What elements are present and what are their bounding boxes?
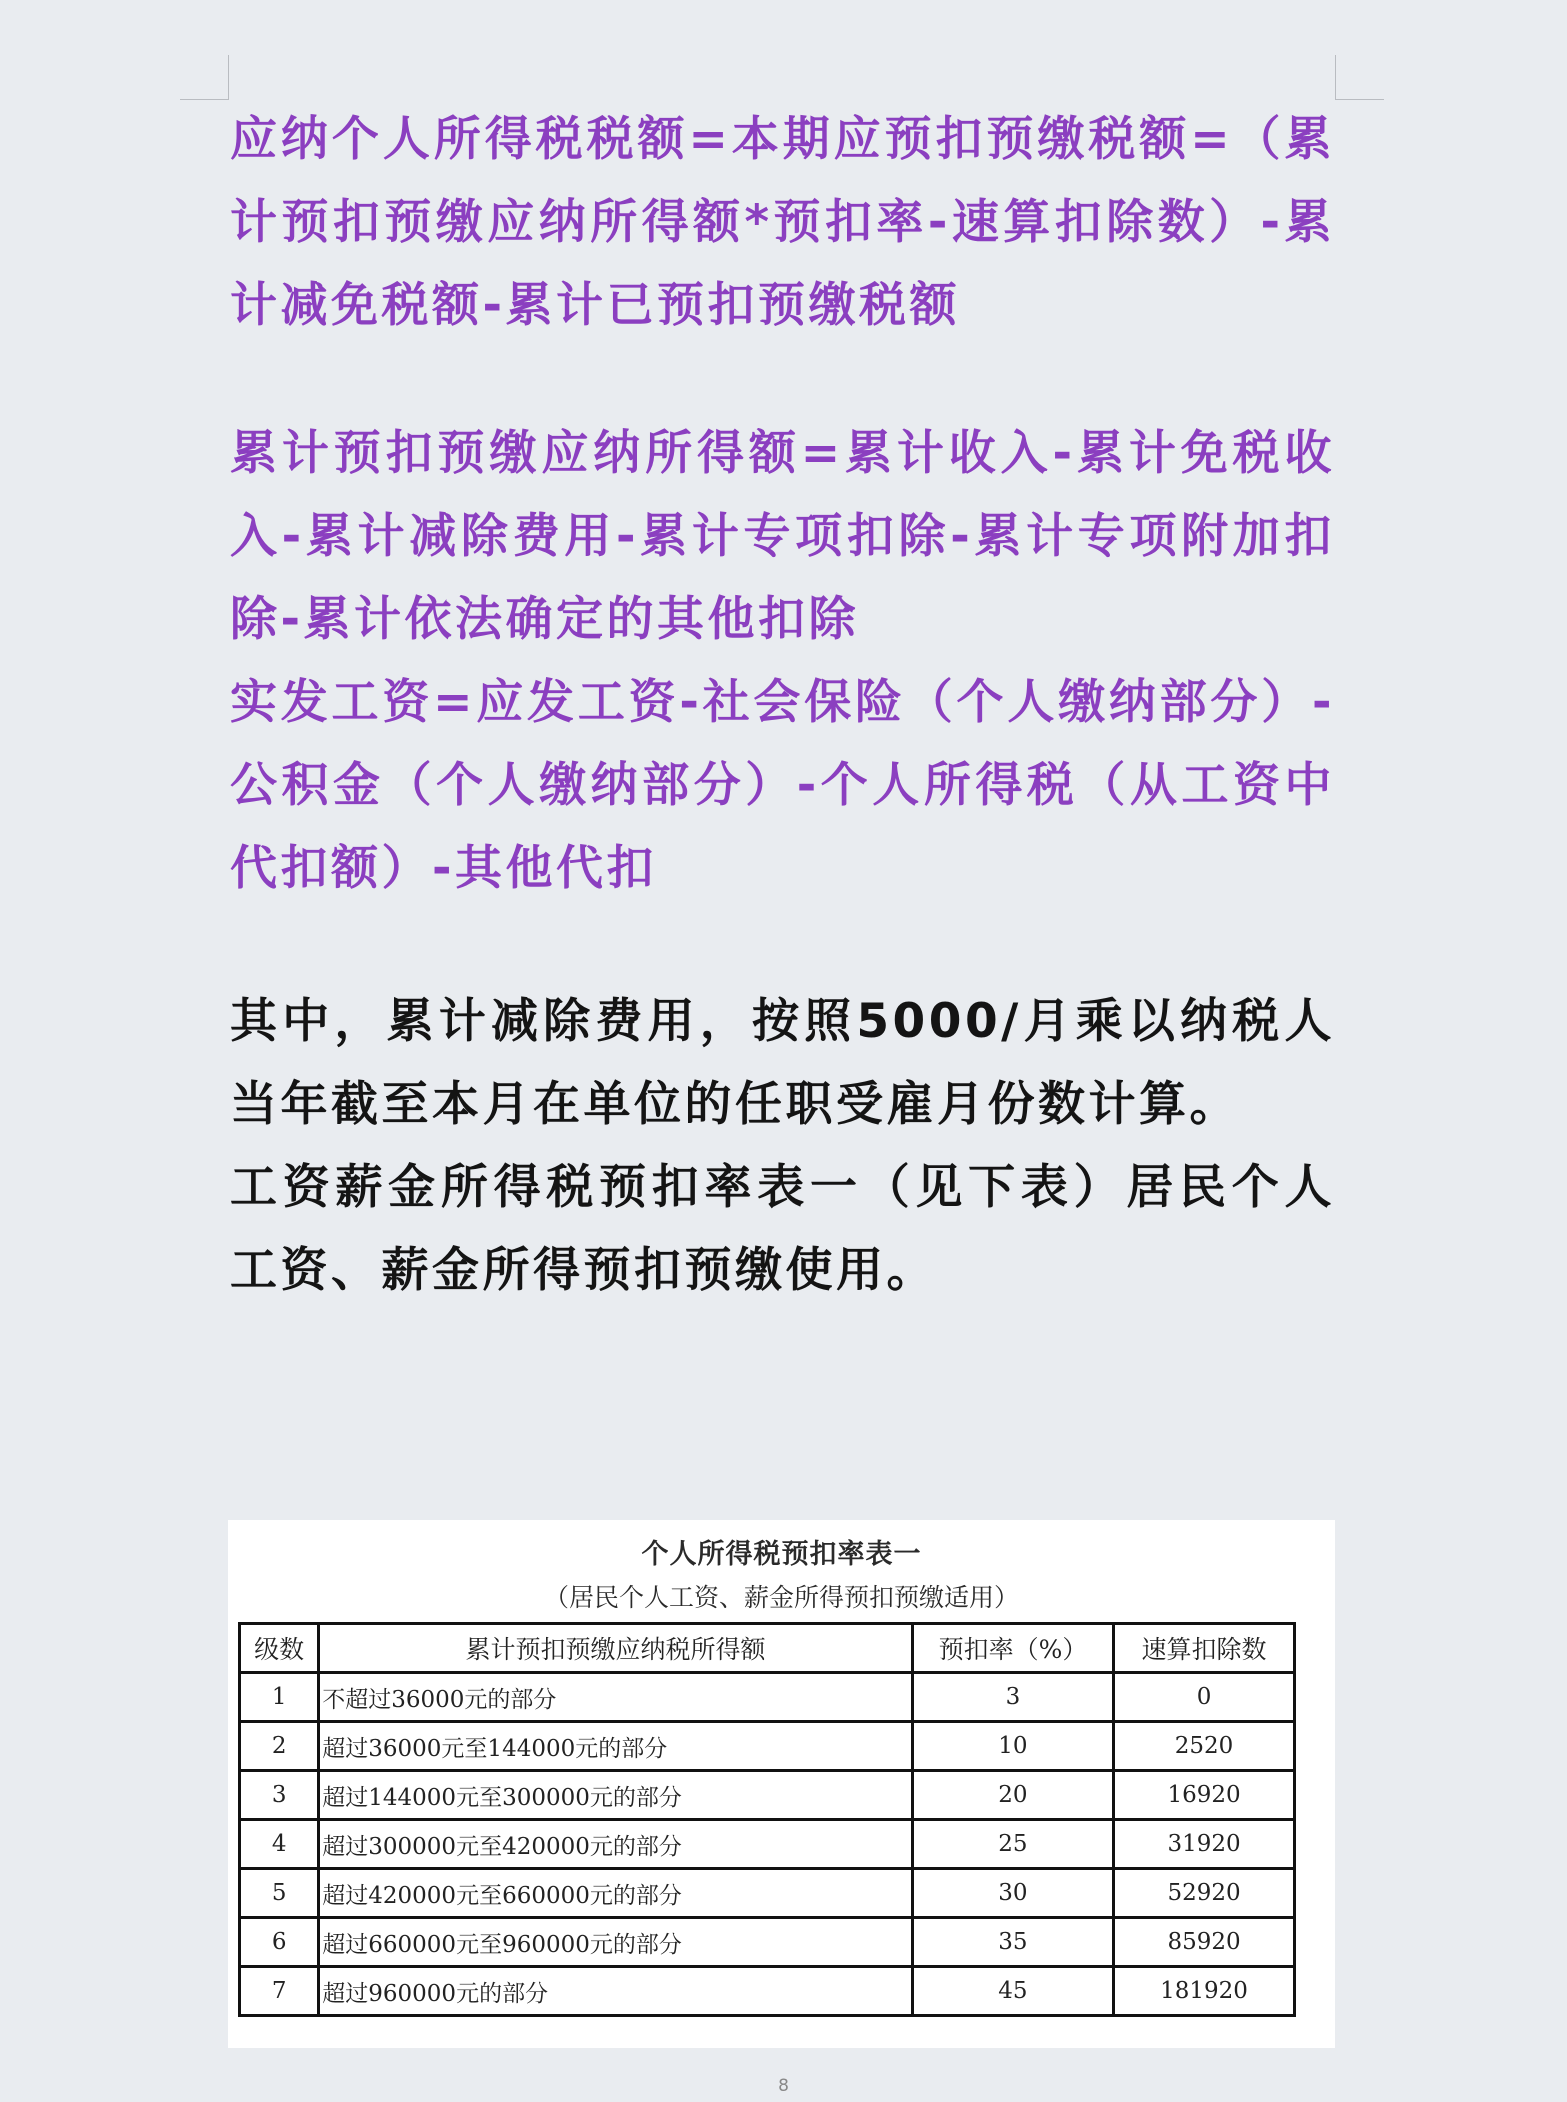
header-quick-deduction: 速算扣除数 [1114,1624,1295,1673]
net-salary-formula-paragraph: 实发工资=应发工资-社会保险（个人缴纳部分）-公积金（个人缴纳部分）-个人所得税（从工资中代扣额）-其他代扣 [230,675,1335,896]
rate-cell: 10 [912,1722,1113,1771]
level-cell: 7 [240,1967,319,2016]
rate-cell: 45 [912,1967,1113,2016]
table-row [240,1820,1295,1869]
table-row [240,1967,1295,2016]
deduction-note-paragraph: 其中，累计减除费用，按照5000/月乘以纳税人当年截至本月在单位的任职受雇月份数计算。 [230,994,1335,1132]
table-header-row [240,1624,1295,1673]
page-number: 8 [778,2076,789,2096]
header-rate: 预扣率（%） [912,1624,1113,1673]
tax-formula-paragraph: 应纳个人所得税税额=本期应预扣预缴税额=（累计预扣预缴应纳所得额*预扣率-速算扣除数）-累计减免税额-累计已预扣预缴税额 [230,112,1335,333]
income-range-cell: 超过420000元至660000元的部分 [319,1869,913,1918]
rate-cell: 20 [912,1771,1113,1820]
quick-deduction-cell: 31920 [1114,1820,1295,1869]
rate-table-intro-paragraph: 工资薪金所得税预扣率表一（见下表）居民个人工资、薪金所得预扣预缴使用。 [230,1160,1335,1298]
rate-table-title: 个人所得税预扣率表一 [641,1539,922,1570]
quick-deduction-cell: 2520 [1114,1722,1295,1771]
income-range-cell: 超过960000元的部分 [319,1967,913,2016]
rate-cell: 25 [912,1820,1113,1869]
page-corner-mark-right [1335,55,1384,100]
level-cell: 4 [240,1820,319,1869]
rate-cell: 35 [912,1918,1113,1967]
income-range-cell: 超过300000元至420000元的部分 [319,1820,913,1869]
quick-deduction-cell: 0 [1114,1673,1295,1722]
header-level: 级数 [240,1624,319,1673]
quick-deduction-cell: 181920 [1114,1967,1295,2016]
quick-deduction-cell: 52920 [1114,1869,1295,1918]
table-row [240,1918,1295,1967]
table-row [240,1673,1295,1722]
quick-deduction-cell: 85920 [1114,1918,1295,1967]
quick-deduction-cell: 16920 [1114,1771,1295,1820]
header-taxable-income: 累计预扣预缴应纳税所得额 [319,1624,913,1673]
level-cell: 3 [240,1771,319,1820]
document-body [230,98,1335,1312]
level-cell: 6 [240,1918,319,1967]
rate-cell: 3 [912,1673,1113,1722]
income-range-cell: 超过144000元至300000元的部分 [319,1771,913,1820]
table-row [240,1771,1295,1820]
income-range-cell: 超过36000元至144000元的部分 [319,1722,913,1771]
level-cell: 2 [240,1722,319,1771]
rate-table-image [228,1520,1335,2048]
rate-table-subtitle: （居民个人工资、薪金所得预扣预缴适用） [543,1583,1019,1612]
level-cell: 1 [240,1673,319,1722]
income-range-cell: 不超过36000元的部分 [319,1673,913,1722]
taxable-income-formula-paragraph: 累计预扣预缴应纳所得额=累计收入-累计免税收入-累计减除费用-累计专项扣除-累计专项附加扣除-累计依法确定的其他扣除 [230,426,1335,647]
income-range-cell: 超过660000元至960000元的部分 [319,1918,913,1967]
page-corner-mark-left [180,55,229,100]
rate-cell: 30 [912,1869,1113,1918]
table-row [240,1869,1295,1918]
table-row [240,1722,1295,1771]
level-cell: 5 [240,1869,319,1918]
withholding-rate-table [238,1622,1296,2017]
